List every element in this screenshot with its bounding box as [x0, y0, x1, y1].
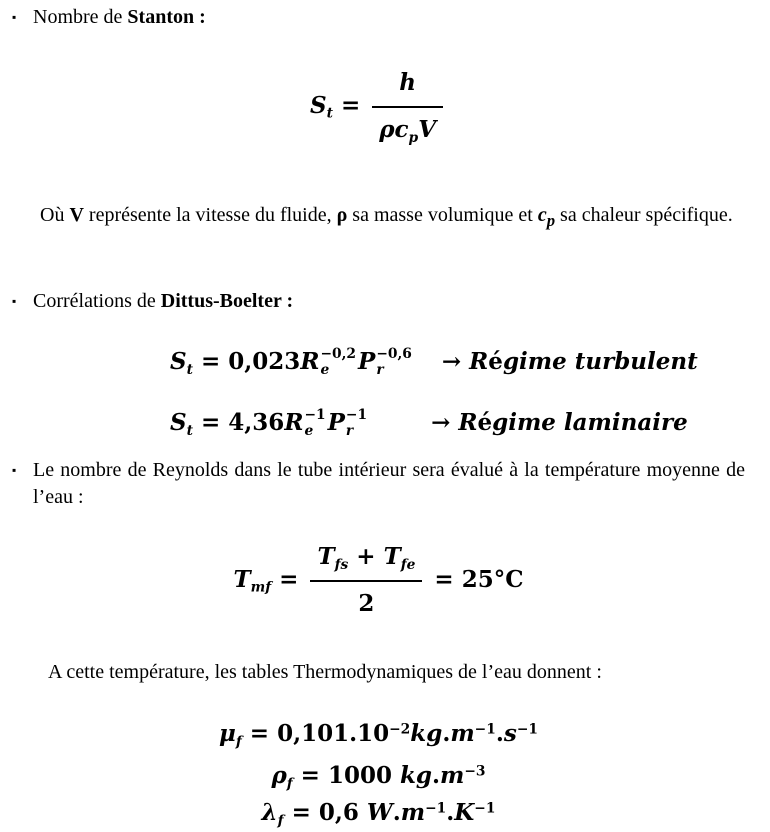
square-bullet-icon: ▪ [12, 10, 17, 24]
formula-density: $\rho_f = 1000$ $kg.m^{-3}$ [271, 762, 486, 792]
formula-mean-temperature: $T_{mf}$ = $\frac{T_{fs} + T_{fe}}{2}$ = 25°C [12, 539, 745, 623]
bullet-item-dittus-boelter [12, 288, 745, 315]
formula-conductivity: $\lambda_f = 0,6$ $W.m^{-1}.K^{-1}$ [261, 798, 496, 829]
formula-viscosity: $\mu_f = 0,101.10^{-2}kg.m^{-1}.s^{-1}$ [219, 720, 538, 750]
bullet-stanton-label: Nombre de Stanton : [33, 6, 206, 28]
formula-turbulent-regime: $S_t = 0,023R$ −0,2 e P −0,6 r → Régime turbulent [170, 346, 698, 378]
formula-laminar-regime: $S_t = 4,36R$ −1 e P −1 r → Régime laminaire [170, 407, 688, 439]
paragraph-thermo-tables: A cette température, les tables Thermodynamiques de l’eau donnent : [48, 661, 602, 684]
paragraph-variable-definitions: Où V représente la vitesse du fluide, ρ sa masse volumique et $c_p$ sa chaleur spécifique. [40, 203, 733, 230]
bullet-dittus-boelter-label: Corrélations de Dittus-Boelter : [33, 289, 294, 312]
square-bullet-icon: ▪ [12, 463, 17, 478]
bullet-reynolds-text: Le nombre de Reynolds dans le tube intérieur sera évalué à la température moyenne de l’eau : [33, 459, 745, 509]
formula-stanton-number: $S_t$ = $\frac{h}{\rho c_pV}$ [12, 65, 745, 149]
square-bullet-icon: ▪ [12, 293, 17, 308]
bullet-item-stanton [12, 4, 745, 31]
bullet-item-reynolds [12, 457, 745, 511]
